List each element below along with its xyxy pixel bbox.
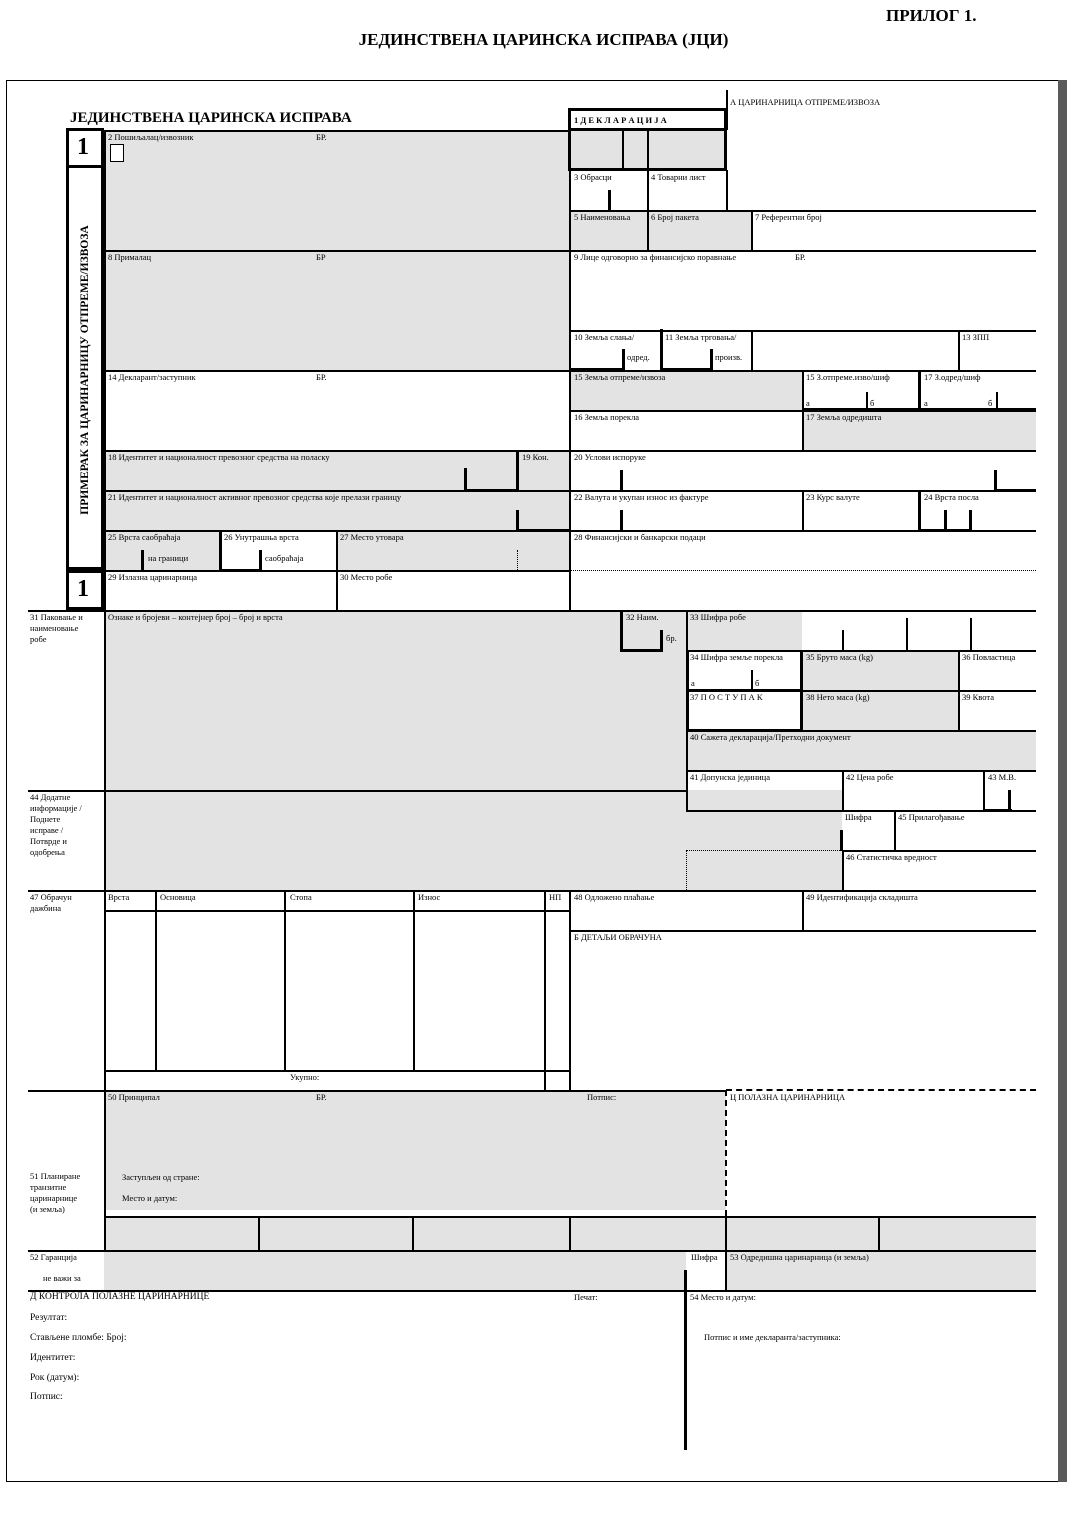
label-summary-declaration: 40 Сажета декларација/Претходни документ <box>690 732 851 742</box>
label-duty-type: Врста <box>108 892 130 902</box>
line <box>710 349 713 371</box>
line <box>518 529 570 532</box>
label-duties-calc: 47 Обрачун дажбина <box>30 892 72 913</box>
line <box>220 569 262 572</box>
label-financial-data: 28 Финансијски и банкарски подаци <box>574 532 706 542</box>
label-supplementary-unit: 41 Допунска јединица <box>690 772 771 782</box>
line <box>751 670 753 690</box>
label-adjustment: 45 Прилагођавање <box>898 812 965 822</box>
label-container: 19 Кон. <box>522 452 549 462</box>
line <box>840 830 843 851</box>
line <box>842 770 844 810</box>
label-reference-number: 7 Референтни број <box>755 212 822 222</box>
label-guarantee-code: Шифра <box>691 1252 718 1262</box>
shade-packages <box>104 610 686 790</box>
line <box>684 1290 687 1450</box>
label-packages-count: 6 Број пакета <box>651 212 699 222</box>
label-guarantee: 52 Гаранција <box>30 1252 77 1262</box>
label-represented-by: Заступљен од стране: <box>122 1172 200 1182</box>
line <box>516 450 519 492</box>
label-inland-transport: 26 Унутрашња врста <box>224 532 299 542</box>
label-additional-code: Шифра <box>845 812 872 822</box>
dotted-line <box>570 570 1036 571</box>
line <box>647 130 649 250</box>
label-loading-list: 4 Товарни лист <box>651 172 706 182</box>
label-result: Резултат: <box>30 1313 68 1323</box>
label-item-no-b: бр. <box>666 633 677 643</box>
label-dest-b: б <box>988 398 993 408</box>
line <box>219 530 222 572</box>
label-additional-info: 44 Додатне информације / Поднете исправе / Потврде и одобрења <box>30 792 82 857</box>
line <box>620 470 623 491</box>
line <box>622 130 624 170</box>
label-identity: Идентитет: <box>30 1353 76 1363</box>
line <box>970 618 972 650</box>
line <box>544 890 546 1090</box>
label-valuation-method: 43 М.В. <box>988 772 1017 782</box>
label-departure-office: Ц ПОЛАЗНА ЦАРИНАРНИЦА <box>730 1092 846 1102</box>
label-duty-base: Основица <box>160 892 196 902</box>
shade-additional-info <box>104 790 842 890</box>
line <box>802 408 1036 411</box>
label-quota: 39 Квота <box>962 692 994 702</box>
label-place-date-54: 54 Место и датум: <box>690 1292 756 1302</box>
label-preference: 36 Повластица <box>962 652 1016 662</box>
label-declarant: 14 Декларант/заступник <box>108 372 196 382</box>
line <box>608 190 611 211</box>
label-deadline: Рок (датум): <box>30 1373 80 1383</box>
checkbox[interactable] <box>110 144 124 162</box>
line <box>918 370 921 412</box>
line <box>28 1250 1036 1252</box>
label-origin-code: 34 Шифра земље порекла <box>690 652 783 662</box>
label-goods-location: 30 Место робе <box>340 572 393 582</box>
label-duty-total: Укупно: <box>290 1072 320 1082</box>
label-duty-rate: Стопа <box>290 892 312 902</box>
label-deferred-payment: 48 Одложено плаћање <box>574 892 655 902</box>
shade-sender <box>104 130 570 250</box>
copy-number: 1 <box>77 134 89 160</box>
line <box>568 108 727 111</box>
line <box>684 1270 687 1291</box>
label-dispatch-a: а <box>806 398 810 408</box>
line <box>894 810 896 850</box>
line <box>622 649 662 652</box>
line <box>568 108 571 171</box>
line <box>724 108 727 171</box>
label-consignee-no: БР <box>316 252 326 262</box>
line <box>104 910 570 912</box>
line <box>570 368 623 371</box>
line <box>284 890 286 1070</box>
line <box>104 890 106 1090</box>
line <box>802 490 804 530</box>
label-gross-mass: 35 Бруто маса (kg) <box>806 652 873 662</box>
label-net-mass: 38 Нето маса (kg) <box>806 692 870 702</box>
line <box>725 1216 727 1290</box>
label-loading-place: 27 Место утовара <box>340 532 404 542</box>
line <box>660 368 713 371</box>
label-transport-mode-border-b: на граници <box>148 553 189 563</box>
line <box>413 890 415 1070</box>
side-bar <box>1058 80 1067 1482</box>
label-seals: Стављене пломбе: Број: <box>30 1333 127 1343</box>
line <box>660 329 663 371</box>
label-currency-total: 22 Валута и укупан износ из фактуре <box>574 492 709 502</box>
line <box>994 470 997 491</box>
label-procedure: 37 П О С Т У П А К <box>690 692 763 702</box>
line <box>958 330 960 370</box>
label-declaration: 1 Д Е К Л А Р А Ц И Ј А <box>574 115 667 125</box>
line <box>104 130 106 610</box>
label-country-destination: 17 Земља одредишта <box>806 412 882 422</box>
line <box>569 890 571 1090</box>
label-exchange-rate: 23 Курс валуте <box>806 492 860 502</box>
line <box>412 1216 414 1250</box>
label-transport-mode-border: 25 Врста саобраћаја <box>108 532 181 542</box>
label-origin-code-b: б <box>755 678 760 688</box>
line <box>802 890 804 930</box>
label-packaging: 31 Паковање и наименовање робе <box>30 612 83 644</box>
line <box>141 550 144 571</box>
label-place-date: Место и датум: <box>122 1193 178 1203</box>
line <box>464 468 467 491</box>
label-country-sending-b: одред. <box>627 352 650 362</box>
label-financial-person-no: БР. <box>795 252 806 262</box>
label-forms: 3 Обрасци <box>574 172 612 182</box>
label-sender: 2 Пошиљалац/извозник <box>108 132 194 142</box>
label-country-trade: 11 Земља трговања/ <box>665 332 737 342</box>
label-consignee: 8 Прималац <box>108 252 152 262</box>
label-a-office: А ЦАРИНАРНИЦА ОТПРЕМЕ/ИЗВОЗА <box>730 97 881 107</box>
dotted-line <box>686 850 687 890</box>
label-destination-office: 53 Одредишна царинарница (и земља) <box>730 1252 869 1262</box>
line <box>686 650 689 732</box>
page-title: ЈЕДИНСТВЕНА ЦАРИНСКА ИСПРАВА (ЈЦИ) <box>358 30 729 49</box>
label-principal-no: БР. <box>316 1092 327 1102</box>
line <box>620 510 623 531</box>
label-principal: 50 Принципал <box>108 1092 160 1102</box>
label-guarantee-b: не важи за <box>43 1273 81 1283</box>
label-item-price: 42 Цена робе <box>846 772 894 782</box>
label-calc-details: Б ДЕТАЉИ ОБРАЧУНА <box>574 932 662 942</box>
label-warehouse-id: 49 Идентификација складишта <box>806 892 918 902</box>
label-declarant-no: БР. <box>316 372 327 382</box>
line <box>969 510 972 531</box>
shade-guarantee <box>104 1250 1036 1290</box>
label-signature: Потпис: <box>30 1392 63 1402</box>
line <box>569 1216 571 1250</box>
label-marks-numbers: Ознаке и бројеви – контејнер број – број и врста <box>108 612 283 622</box>
line <box>104 1070 570 1072</box>
line <box>800 650 803 732</box>
label-transport-departure: 18 Идентитет и националност превозног средства на поласку <box>108 452 330 462</box>
line <box>155 890 157 1070</box>
label-names: 5 Наименовања <box>574 212 631 222</box>
line <box>842 630 844 650</box>
line <box>336 530 338 610</box>
label-sender-no: БР. <box>316 132 327 142</box>
label-item-no: 32 Наим. <box>626 612 659 622</box>
label-inland-transport-b: саобраћаја <box>265 553 304 563</box>
label-financial-person: 9 Лице одговорно за финансијско поравнање <box>574 252 737 262</box>
shade-consignee <box>104 250 570 370</box>
line <box>726 170 728 210</box>
line <box>660 630 663 652</box>
label-zpp: 13 ЗПП <box>962 332 990 342</box>
line <box>958 650 960 730</box>
line <box>918 490 921 532</box>
line <box>751 330 753 370</box>
line <box>983 770 985 810</box>
dotted-line <box>686 850 842 851</box>
label-statistical-value: 46 Статистичка вредност <box>846 852 937 862</box>
dotted-line <box>517 550 518 570</box>
label-duty-mp: НП <box>549 892 562 902</box>
label-declarant-signature: Потпис и име декларанта/заступника: <box>704 1332 841 1342</box>
label-stamp: Печат: <box>574 1292 598 1302</box>
line <box>944 510 947 531</box>
label-delivery-terms: 20 Услови испоруке <box>574 452 646 462</box>
label-country-trade-b: произв. <box>715 352 743 362</box>
label-country-origin: 16 Земља порекла <box>574 412 640 422</box>
label-exit-office: 29 Излазна царинарница <box>108 572 198 582</box>
label-dest-code: 17 З.одред/шиф <box>924 372 981 382</box>
label-active-transport: 21 Идентитет и националност активног превозног средства које прелази границу <box>108 492 402 502</box>
label-principal-sign: Потпис: <box>587 1092 617 1102</box>
form-heading: ЈЕДИНСТВЕНА ЦАРИНСКА ИСПРАВА <box>70 110 352 126</box>
line <box>516 510 519 531</box>
line <box>751 210 753 250</box>
label-country-sending: 10 Земља слања/ <box>574 332 635 342</box>
line <box>620 610 623 652</box>
line <box>906 618 908 650</box>
label-transit-offices: 51 Планиране транзитне царинарнице (и земља) <box>30 1171 81 1214</box>
label-country-dispatch: 15 Земља отпреме/извоза <box>574 372 666 382</box>
label-origin-code-a: а <box>691 678 695 688</box>
line <box>104 1090 106 1250</box>
line <box>1008 790 1011 811</box>
line <box>878 1216 880 1250</box>
label-transaction-type: 24 Врста посла <box>924 492 979 502</box>
dashed-line <box>725 1090 727 1216</box>
label-dest-a: а <box>924 398 928 408</box>
vertical-label <box>70 175 100 565</box>
label-dispatch-b: б <box>870 398 875 408</box>
line <box>259 550 262 571</box>
line <box>28 790 686 792</box>
dashed-line <box>726 1089 1036 1091</box>
label-control-departure: Д КОНТРОЛА ПОЛАЗНЕ ЦАРИНАРНИЦЕ <box>30 1292 210 1302</box>
label-dispatch-code: 15 З.отпреме.изво/шиф <box>806 372 890 382</box>
shade-principal <box>104 1090 726 1210</box>
label-commodity-code: 33 Шифра робе <box>690 612 746 622</box>
vertical-label-text: ПРИМЕРАК ЗА ЦАРИНАРНИЦУ ОТПРЕМЕ/ИЗВОЗА <box>79 225 91 515</box>
copy-number-bottom: 1 <box>77 576 89 602</box>
line <box>258 1216 260 1250</box>
line <box>842 850 844 890</box>
attachment-label: ПРИЛОГ 1. <box>886 6 977 25</box>
label-duty-amount: Износ <box>418 892 441 902</box>
line <box>996 489 1036 492</box>
